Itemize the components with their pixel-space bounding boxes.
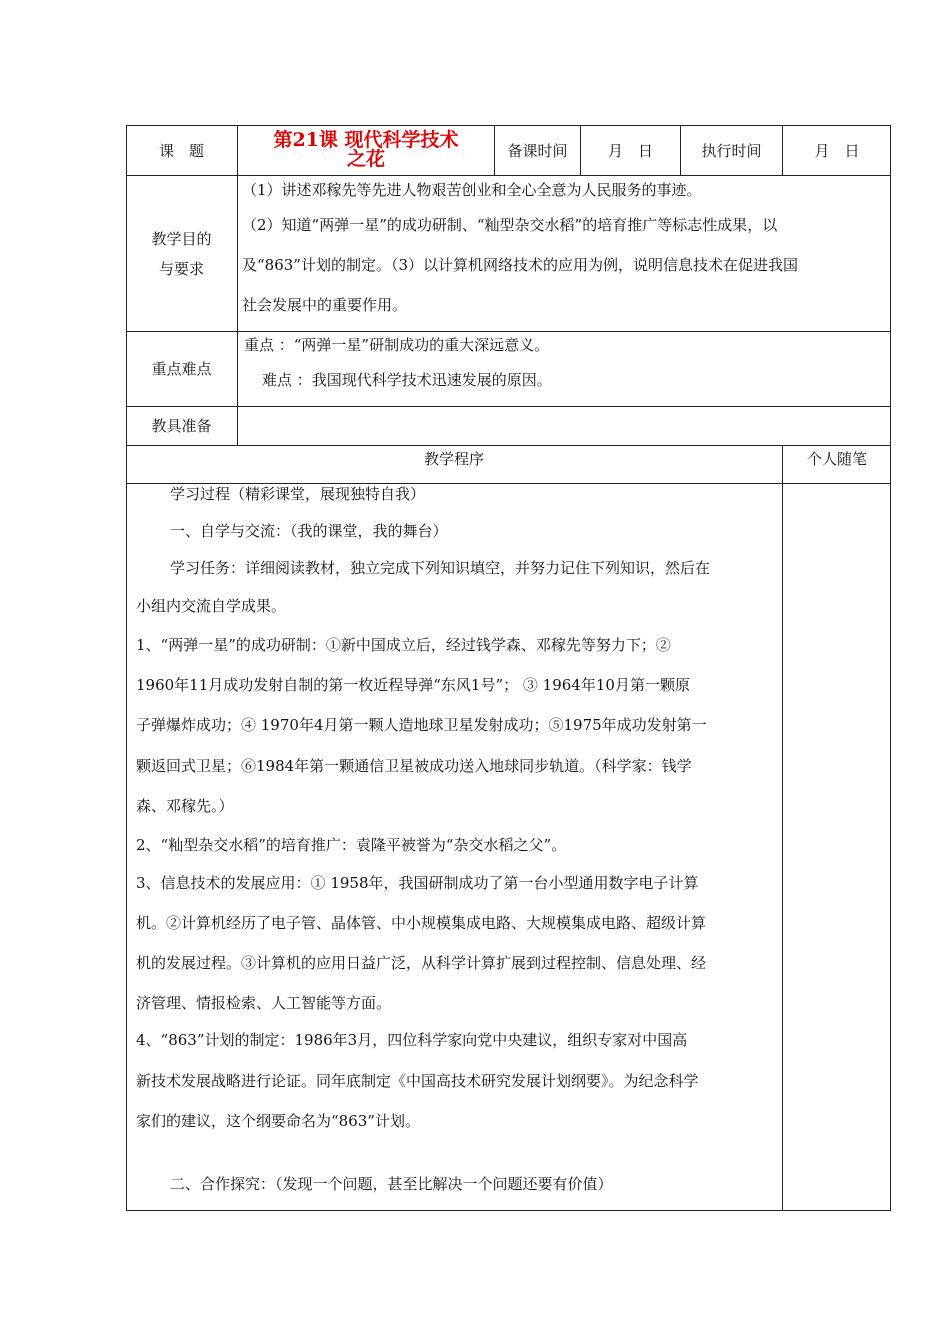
- goals-p2-line1: （2）知道“两弹一星”的成功研制、“籼型杂交水稻”的培育推广等标志性成果，以: [242, 216, 778, 234]
- goals-label: [126, 176, 237, 331]
- row-divider: [126, 406, 891, 407]
- procedure-header: 教学程序: [423, 450, 484, 468]
- procedure-line: 子弹爆炸成功；④ 1970年4月第一颗人造地球卫星发射成功；⑤1975年成功发射第一: [136, 716, 707, 734]
- procedure-line: 2、“籼型杂交水稻”的培育推广：袁隆平被誉为“杂交水稻之父”。: [136, 836, 567, 854]
- topic-label: 课 题: [158, 141, 204, 160]
- key-points-label: 重点难点: [151, 360, 212, 378]
- col-divider: [782, 445, 783, 1211]
- procedure-line: 家们的建议，这个纲要命名为“863”计划。: [136, 1112, 420, 1130]
- materials-label: 教具准备: [151, 417, 212, 435]
- procedure-line: 新技术发展战略进行论证。同年底制定《中国高技术研究发展计划纲要》。为纪念科学: [136, 1072, 699, 1090]
- procedure-line: 森、邓稼先。）: [136, 797, 234, 815]
- procedure-line: 机。②计算机经历了电子管、晶体管、中小规模集成电路、大规模集成电路、超级计算: [136, 914, 707, 932]
- procedure-line: 4、“863”计划的制定：1986年3月，四位科学家向党中央建议，组织专家对中国高: [136, 1031, 688, 1049]
- procedure-line: 学习过程（精彩课堂，展现独特自我）: [170, 485, 426, 503]
- key-difficulty: 难点 ：我国现代科学技术迅速发展的原因。: [262, 371, 552, 389]
- procedure-line: 3、信息技术的发展应用：① 1958年，我国研制成功了第一台小型通用数字电子计算: [136, 874, 699, 892]
- procedure-line: 颗返回式卫星；⑥1984年第一颗通信卫星被成功送入地球同步轨道。（科学家：钱学: [136, 757, 692, 775]
- procedure-line: 一、自学与交流：（我的课堂，我的舞台）: [170, 522, 448, 540]
- exec-time-value: 月 日: [814, 141, 860, 160]
- lesson-title-line1: 第21课 现代科学技术: [273, 129, 459, 151]
- procedure-line: 1、“两弹一星”的成功研制：①新中国成立后，经过钱学森、邓稼先等努力下；②: [136, 636, 671, 654]
- lesson-title: [238, 125, 494, 175]
- goals-p1: （1）讲述邓稼先等先进人物艰苦创业和全心全意为人民服务的事迹。: [242, 181, 702, 199]
- procedure-line: 济管理、情报检索、人工智能等方面。: [136, 994, 392, 1012]
- goals-p2-line3: 社会发展中的重要作用。: [242, 296, 408, 314]
- goals-p2-line2: 及“863”计划的制定。（3）以计算机网络技术的应用为例，说明信息技术在促进我国: [242, 256, 799, 274]
- goals-label-line2: 与要求: [158, 259, 204, 278]
- prep-time-label: 备课时间: [507, 141, 568, 160]
- procedure-line: 二、合作探究：（发现一个问题，甚至比解决一个问题还要有价值）: [170, 1175, 613, 1193]
- key-focus: 重点 ：“两弹一星”研制成功的重大深远意义。: [244, 336, 550, 354]
- lesson-title-line2: 之花: [346, 148, 385, 170]
- procedure-line: 1960年11月成功发射自制的第一枚近程导弹“东风1号”； ③ 1964年10月第一颗原: [136, 676, 690, 694]
- exec-time-label: 执行时间: [701, 141, 762, 160]
- notes-header: 个人随笔: [806, 450, 867, 468]
- procedure-line: 学习任务：详细阅读教材，独立完成下列知识填空，并努力记住下列知识，然后在: [170, 559, 711, 577]
- goals-label-line1: 教学目的: [151, 229, 212, 248]
- procedure-line: 机的发展过程。③计算机的应用日益广泛，从科学计算扩展到过程控制、信息处理、经: [136, 954, 707, 972]
- prep-time-value: 月 日: [607, 141, 653, 160]
- procedure-line: 小组内交流自学成果。: [136, 597, 287, 615]
